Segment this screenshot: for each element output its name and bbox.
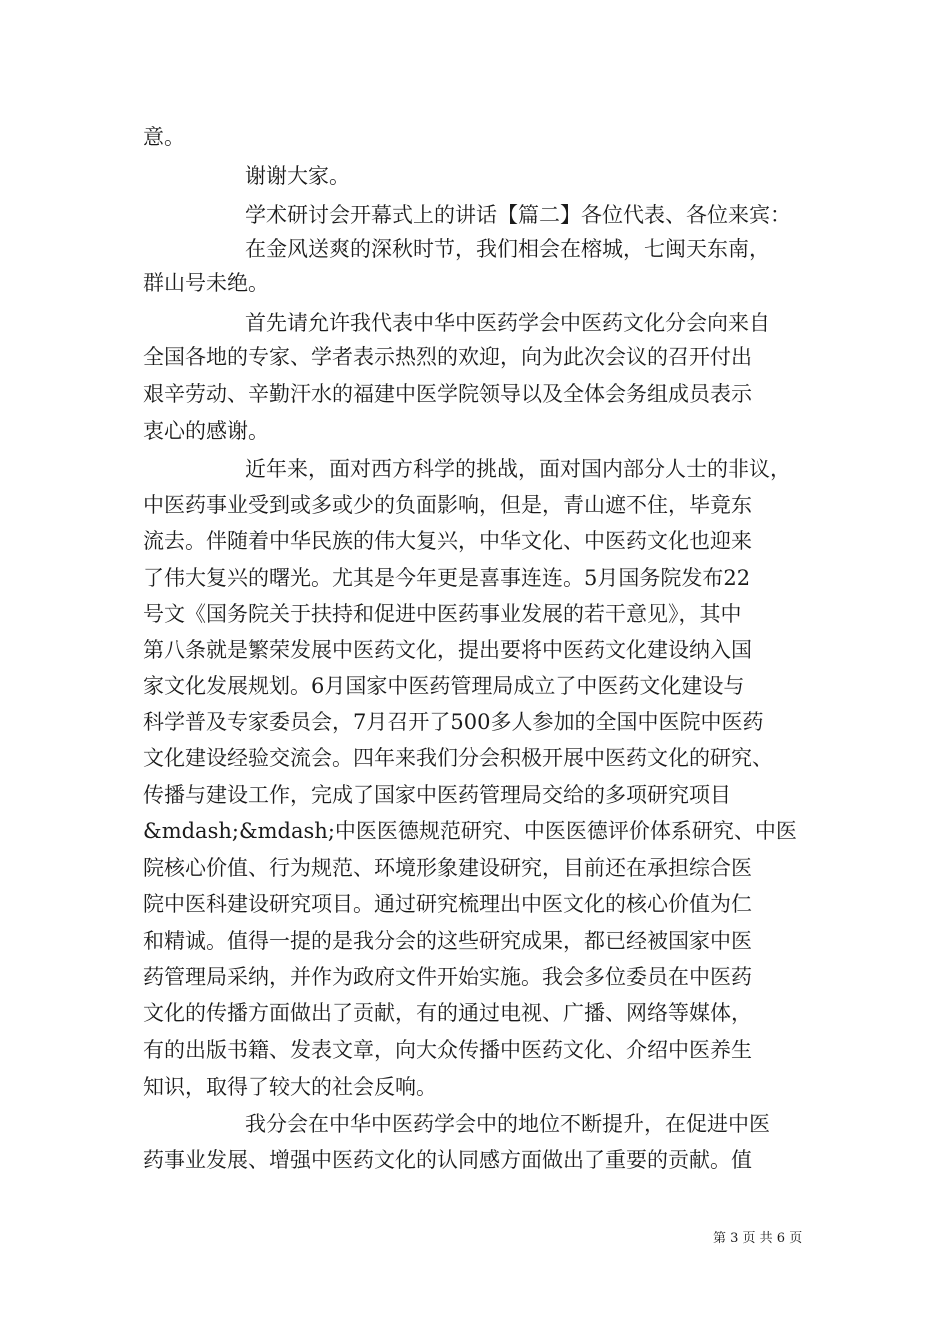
text-line: 号文《国务院关于扶持和促进中医药事业发展的若干意见》，其中 — [143, 602, 742, 626]
text-line: 文化建设经验交流会。四年来我们分会积极开展中医药文化的研究、 — [143, 746, 773, 770]
text-line: 科学普及专家委员会，7月召开了500多人参加的全国中医院中医药 — [143, 710, 764, 734]
text-line: 中医药事业受到或多或少的负面影响，但是，青山遮不住，毕竟东 — [143, 493, 752, 517]
text-line: 第八条就是繁荣发展中医药文化，提出要将中医药文化建设纳入国 — [143, 638, 752, 662]
text-line: 在金风送爽的深秋时节，我们相会在榕城，七闽天东南， — [245, 237, 770, 261]
text-line: 近年来，面对西方科学的挑战，面对国内部分人士的非议， — [245, 457, 791, 481]
text-line: 院中医科建设研究项目。通过研究梳理出中医文化的核心价值为仁 — [143, 892, 752, 916]
text-line: 药事业发展、增强中医药文化的认同感方面做出了重要的贡献。值 — [143, 1148, 752, 1172]
text-line: 学术研讨会开幕式上的讲话【篇二】各位代表、各位来宾： — [245, 203, 791, 227]
text-line: 群山号未绝。 — [143, 271, 269, 295]
text-line: 有的出版书籍、发表文章，向大众传播中医药文化、介绍中医养生 — [143, 1038, 752, 1062]
text-line: 文化的传播方面做出了贡献，有的通过电视、广播、网络等媒体， — [143, 1001, 752, 1025]
page-number-footer: 第 3 页 共 6 页 — [713, 1231, 803, 1246]
text-line: 我分会在中华中医药学会中的地位不断提升，在促进中医 — [245, 1112, 770, 1136]
text-line: 知识，取得了较大的社会反响。 — [143, 1075, 437, 1099]
text-line: 谢谢大家。 — [245, 164, 350, 188]
text-line: 意。 — [143, 125, 185, 149]
text-line: 艰辛劳动、辛勤汗水的福建中医学院领导以及全体会务组成员表示 — [143, 382, 752, 406]
text-line: 衷心的感谢。 — [143, 419, 269, 443]
text-line: 了伟大复兴的曙光。尤其是今年更是喜事连连。5月国务院发布22 — [143, 566, 751, 590]
text-line: 流去。伴随着中华民族的伟大复兴，中华文化、中医药文化也迎来 — [143, 529, 752, 553]
text-line: 全国各地的专家、学者表示热烈的欢迎，向为此次会议的召开付出 — [143, 345, 752, 369]
text-line: 首先请允许我代表中华中医药学会中医药文化分会向来自 — [245, 311, 770, 335]
text-line: 和精诚。值得一提的是我分会的这些研究成果，都已经被国家中医 — [143, 929, 752, 953]
text-line: 家文化发展规划。6月国家中医药管理局成立了中医药文化建设与 — [143, 674, 745, 698]
text-line: 传播与建设工作，完成了国家中医药管理局交给的多项研究项目 — [143, 783, 731, 807]
text-line: 院核心价值、行为规范、环境形象建设研究，目前还在承担综合医 — [143, 856, 752, 880]
text-line: &mdash;&mdash;中医医德规范研究、中医医德评价体系研究、中医 — [143, 819, 797, 843]
text-line: 药管理局采纳，并作为政府文件开始实施。我会多位委员在中医药 — [143, 965, 752, 989]
